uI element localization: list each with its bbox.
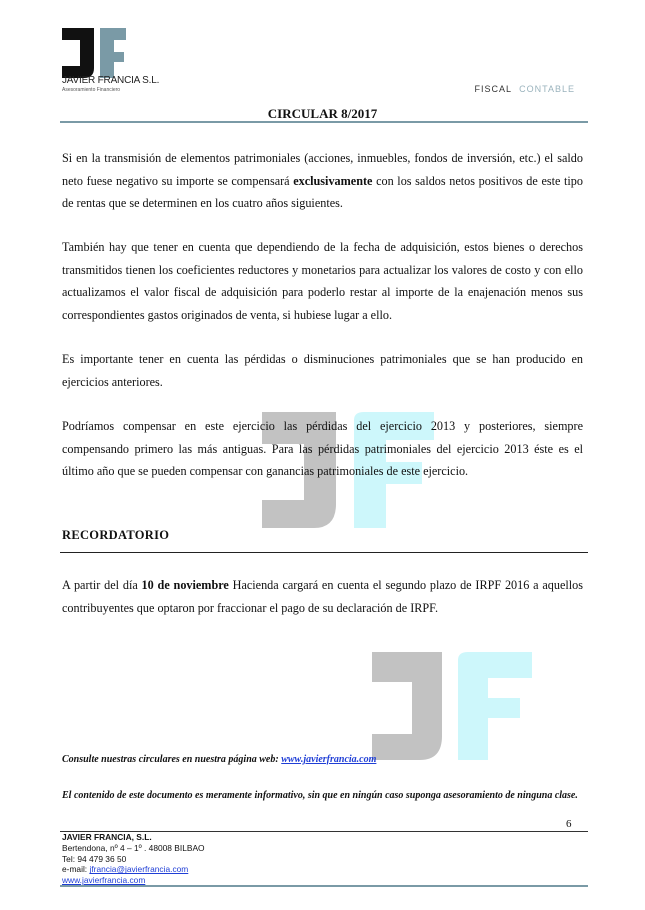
web-note-text: Consulte nuestras circulares en nuestra página web: — [62, 754, 282, 765]
paragraph-text: A partir del día — [62, 578, 142, 592]
email-label: e-mail: — [62, 864, 90, 875]
section-heading-recordatorio: RECORDATORIO — [62, 528, 170, 542]
paragraph-recordatorio — [62, 574, 583, 619]
header-divider — [60, 121, 588, 123]
paragraph-text: Hacienda cargará en cuenta el segundo plazo de IRPF 2016 a aquellos contribuyentes que optaron por fraccionar el pago de su declaración de IRPF. — [62, 578, 583, 615]
contact-company: JAVIER FRANCIA, S.L. — [62, 832, 152, 842]
paragraph-text: con los saldos netos positivos de este tipo de rentas que se determinen en los cuatro años siguientes. — [62, 173, 583, 210]
contact-phone: Tel: 94 479 36 50 — [62, 853, 127, 864]
header-sections — [474, 84, 575, 92]
footer-web-note — [62, 750, 583, 769]
paragraph-compensar-2013: Podríamos compensar en este ejercicio las pérdidas del ejercicio 2013 y posteriores, siempre compensando primero las más antiguas. Para las pérdidas patrimoniales del ejercicio 2013 éste es el último año que se pueden compensar con ganancias patrimoniales de este ejercicio. — [62, 419, 583, 478]
contact-email-line — [62, 864, 205, 875]
disclaimer-text: El contenido de este documento es meramente informativo, sin que en ningún caso suponga asesoramiento de ninguna clase. — [62, 790, 578, 801]
contact-website-link[interactable]: www.javierfrancia.com — [62, 875, 146, 886]
contact-block — [62, 832, 205, 886]
emphasis-text: exclusivamente — [293, 173, 373, 188]
logo-tagline: Asesoramiento Financiero — [62, 87, 121, 93]
header-section-contable: CONTABLE — [519, 84, 575, 92]
document-title: CIRCULAR 8/2017 — [267, 106, 378, 121]
paragraph-perdidas-anteriores: Es importante tener en cuenta las pérdidas o disminuciones patrimoniales que se han producido en ejercicios anteriores. — [62, 352, 583, 389]
paragraph-compensacion — [62, 147, 583, 215]
email-link[interactable]: jfrancia@javierfrancia.com — [89, 864, 189, 875]
contact-address: Bertendona, nº 4 – 1º . 48008 BILBAO — [62, 842, 205, 853]
watermark-logo — [370, 652, 532, 760]
page-number: 6 — [566, 818, 572, 830]
logo-company-name: JAVIER FRANCIA S.L. — [62, 75, 160, 86]
bottom-divider — [60, 885, 588, 887]
header-section-fiscal: FISCAL — [474, 84, 512, 92]
website-link[interactable]: www.javierfrancia.com — [281, 754, 377, 765]
paragraph-coeficientes: También hay que tener en cuenta que dependiendo de la fecha de adquisición, estos bienes o derechos transmitidos tienen los coeficientes reductores y monetarios para actualizar los valores de costo y con ello actualizamos el valor fiscal de adquisición para poderlo restar al importe de la enajenación menos sus correspondientes gastos originados de venta, si hubiese lugar a ello. — [62, 240, 583, 322]
section-divider — [60, 552, 588, 553]
paragraph-text: Si en la transmisión de elementos patrimoniales (acciones, inmuebles, fondos de inversión, etc.) el saldo neto fuese negativo su importe se compensará — [62, 151, 583, 188]
emphasis-date: 10 de noviembre — [141, 578, 229, 592]
